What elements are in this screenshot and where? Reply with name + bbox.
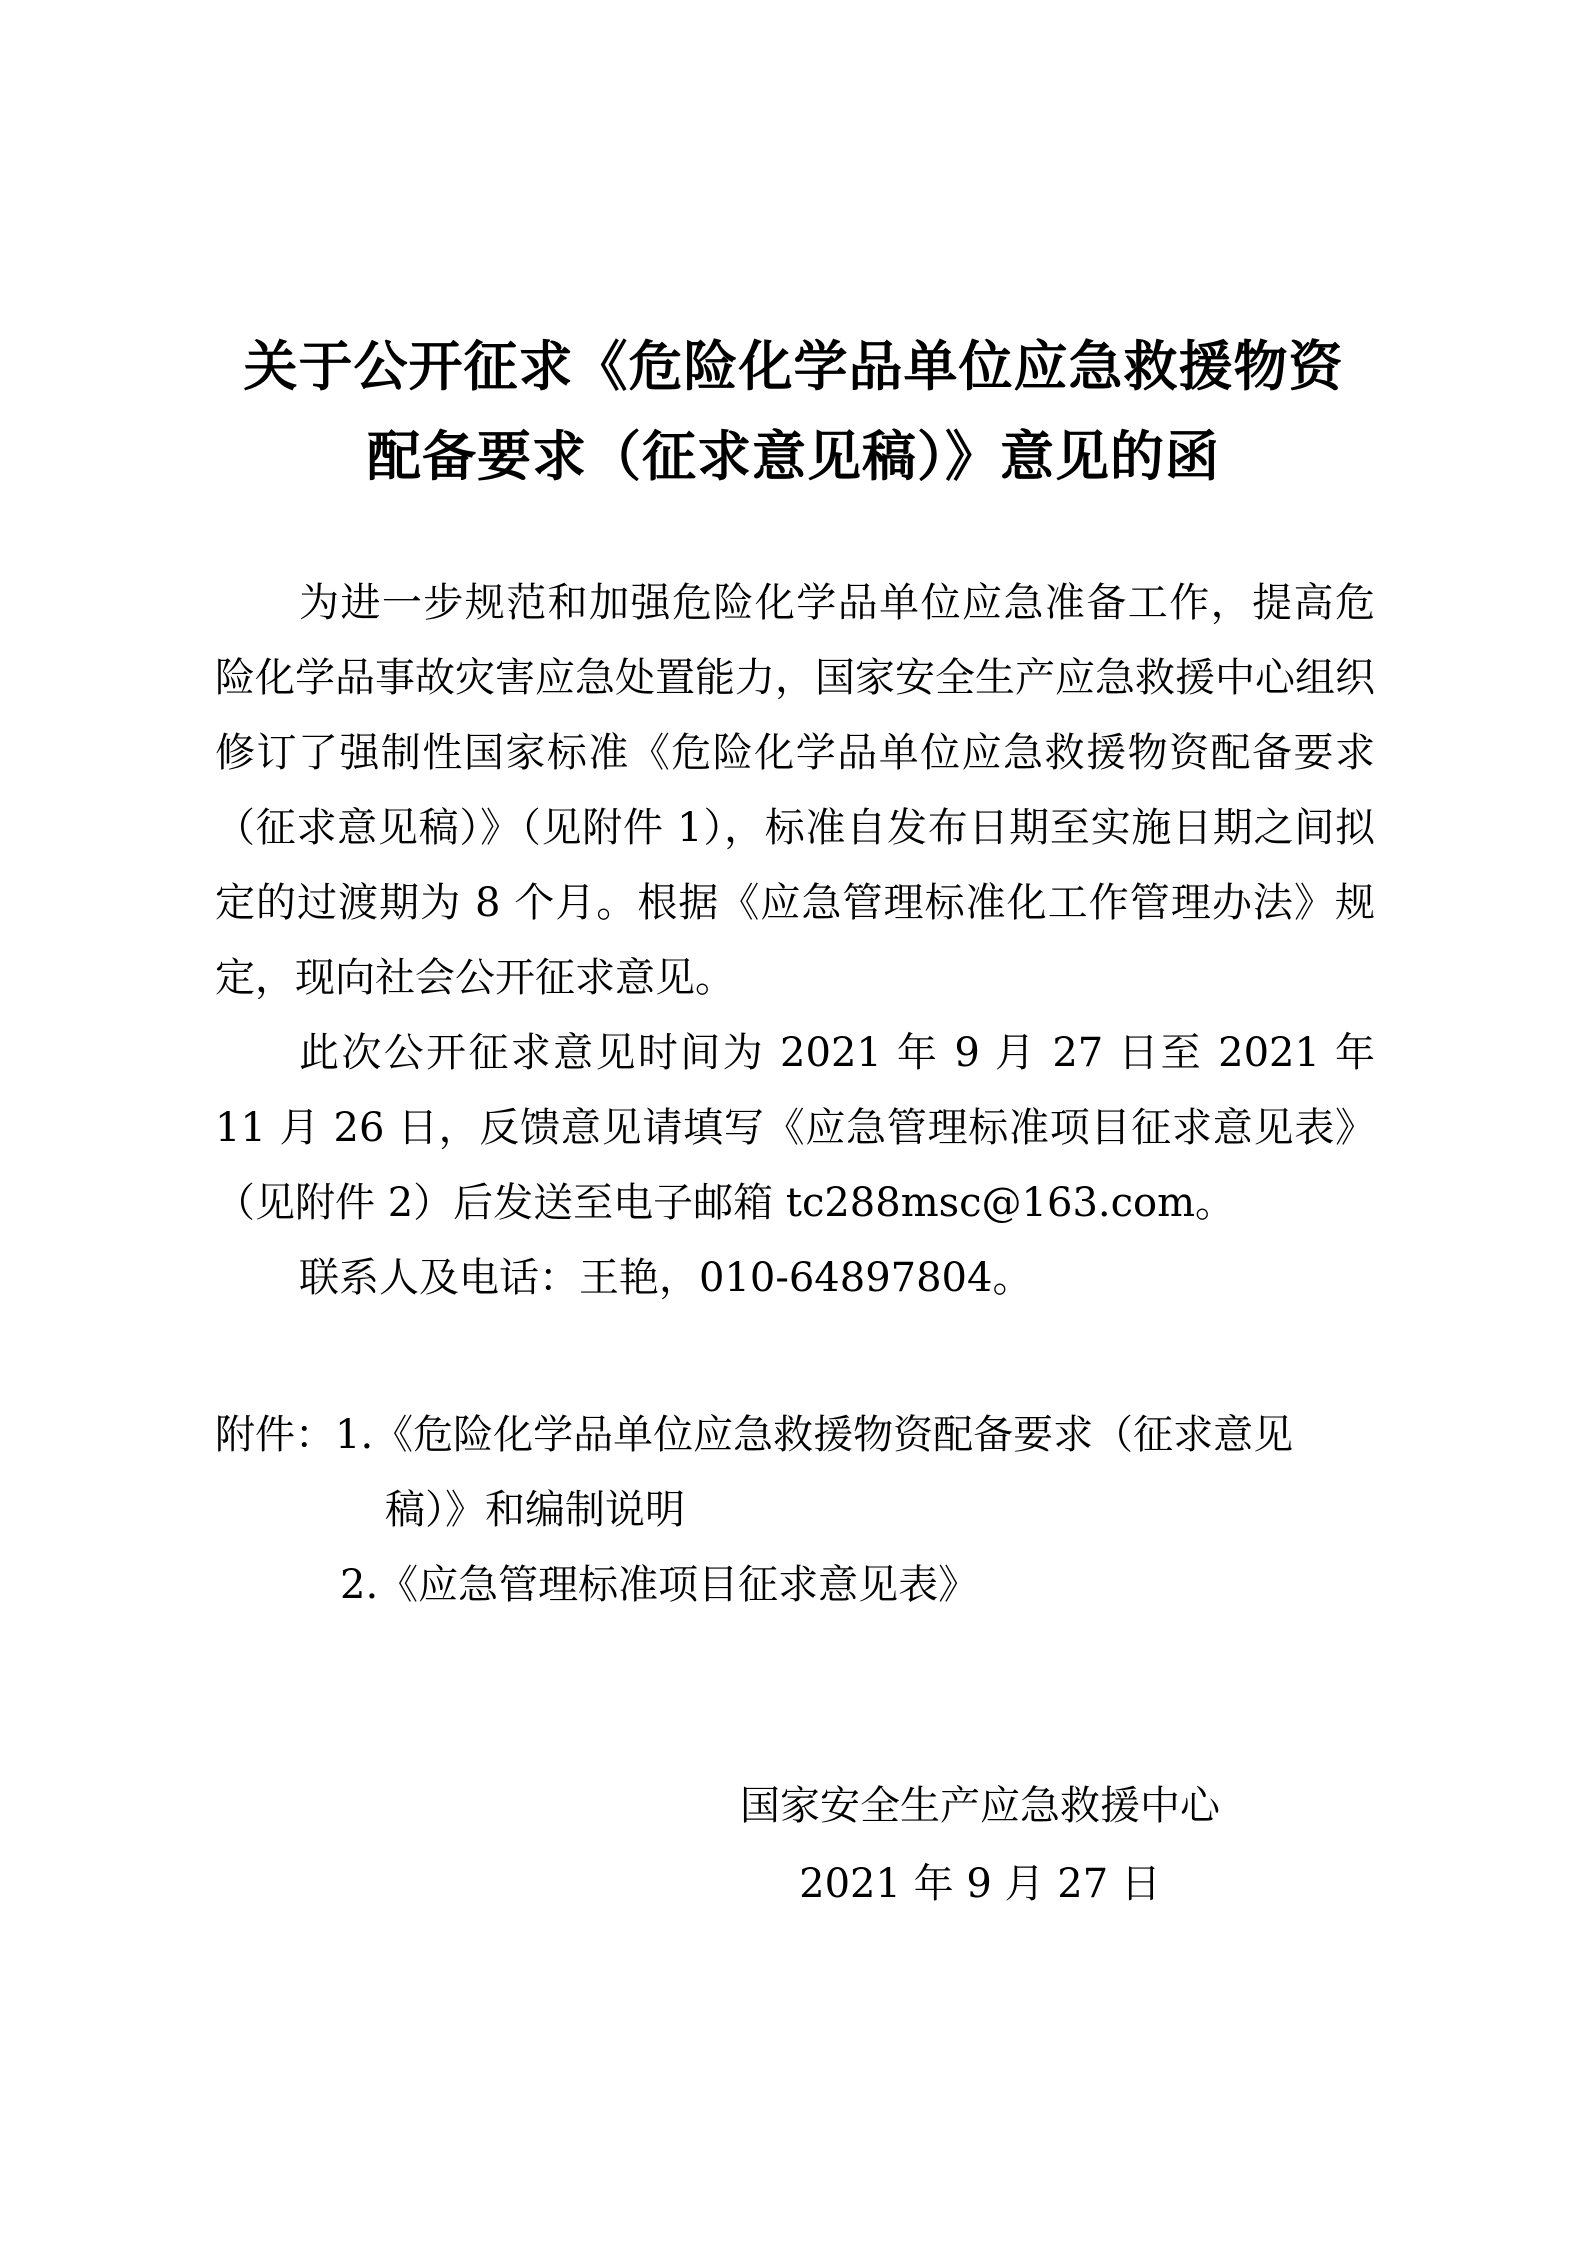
signature-date: 2021 年 9 月 27 日 bbox=[799, 1861, 1161, 1907]
body-paragraph-3: 联系人及电话：王艳，010-64897804。 bbox=[299, 1255, 1033, 1301]
document-title bbox=[200, 322, 1387, 502]
attachment-item-1-line-1: 1.《危险化学品单位应急救援物资配备要求（征求意见 bbox=[335, 1412, 1294, 1458]
attachment-item-2 bbox=[215, 1548, 1375, 1623]
signature-organization: 国家安全生产应急救援中心 bbox=[740, 1783, 1220, 1829]
title-line-2: 配备要求（征求意见稿）》意见的函 bbox=[367, 425, 1220, 488]
body-paragraph-2: 此次公开征求意见时间为 2021 年 9 月 27 日至 2021 年 11 月 26 日，反馈意见请填写《应急管理标准项目征求意见表》（见附件 2）后发送至电子邮箱 tc288msc@163.com。 bbox=[215, 1030, 1375, 1226]
attachment-item-1-continuation bbox=[215, 1473, 1375, 1548]
document-body bbox=[215, 566, 1375, 1316]
attachment-item-2-text: 2.《应急管理标准项目征求意见表》 bbox=[340, 1562, 979, 1608]
signature-block bbox=[700, 1767, 1260, 1923]
attachments-section bbox=[215, 1398, 1375, 1623]
attachments-label: 附件： bbox=[215, 1412, 335, 1458]
title-line-1: 关于公开征求《危险化学品单位应急救援物资 bbox=[243, 335, 1344, 398]
attachment-item-1 bbox=[215, 1398, 1375, 1473]
attachment-item-1-line-2: 稿）》和编制说明 bbox=[385, 1487, 685, 1533]
body-paragraph-1: 为进一步规范和加强危险化学品单位应急准备工作，提高危险化学品事故灾害应急处置能力，国家安全生产应急救援中心组织修订了强制性国家标准《危险化学品单位应急救援物资配备要求（征求意见稿）》（见附件 1），标准自发布日期至实施日期之间拟定的过渡期为 8 个月。根据《应急管理标准化工作管理办法》规定，现向社会公开征求意见。 bbox=[215, 580, 1375, 1001]
